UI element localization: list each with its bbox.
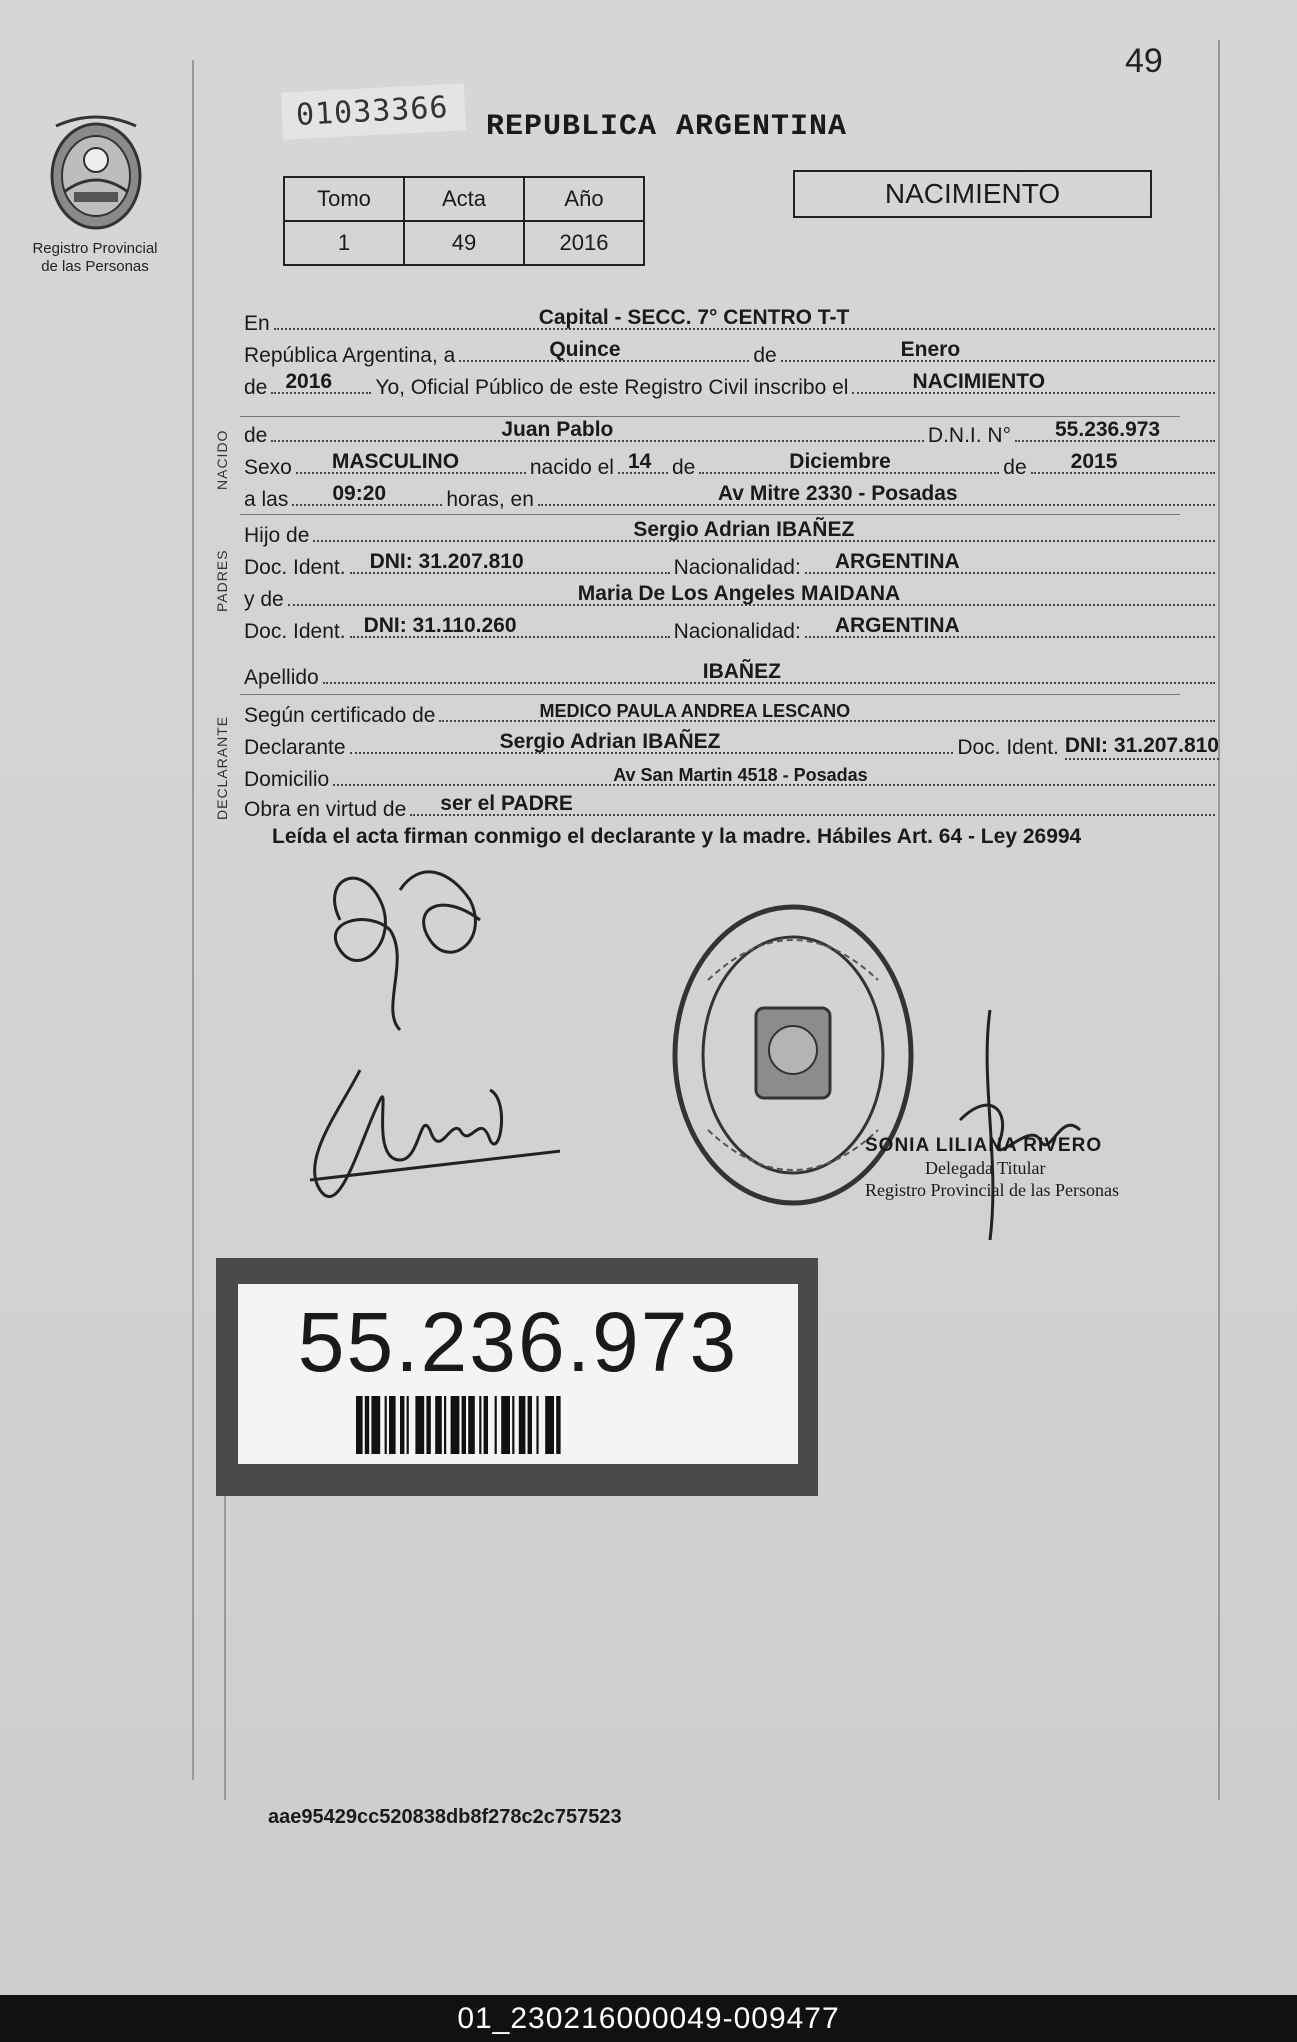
closing-statement: Leída el acta firman conmigo el declarante y la madre. Hábiles Art. 64 - Ley 26994 — [272, 825, 1082, 848]
record-table — [283, 176, 645, 266]
dni-label — [238, 1284, 798, 1464]
record-header-acta: Acta — [404, 177, 524, 221]
row-fecha — [244, 338, 1219, 368]
row-hora-lugar — [244, 482, 1219, 512]
emblem-caption-line1: Registro Provincial — [32, 240, 158, 257]
row-apellido — [244, 660, 1219, 690]
separator — [240, 694, 1180, 695]
record-table-value-row — [284, 221, 644, 265]
official-role: Delegada Titular — [925, 1158, 1046, 1178]
section-label-declarante: DECLARANTE — [214, 715, 230, 820]
label-de-nombre: de — [244, 424, 268, 447]
value-dni: 55.236.973 — [1055, 418, 1161, 441]
label-obra-en-virtud: Obra en virtud de — [244, 798, 407, 821]
label-de-anio: de — [244, 376, 268, 399]
row-obra — [244, 792, 1219, 822]
record-value-anio: 2016 — [524, 221, 644, 265]
separator — [240, 416, 1180, 417]
row-declarante — [244, 730, 1219, 760]
value-nac-anio: 2015 — [1070, 450, 1118, 473]
value-nombre: Juan Pablo — [501, 418, 614, 441]
label-en: En — [244, 312, 270, 335]
official-signature-icon — [920, 1000, 1100, 1260]
row-padre — [244, 518, 1219, 548]
value-anio: 2016 — [285, 370, 333, 393]
label-segun-certificado: Según certificado de — [244, 704, 436, 727]
label-yo-oficial: Yo, Oficial Público de este Registro Civil inscribo el — [375, 376, 849, 399]
row-madre — [244, 582, 1219, 612]
label-dni: D.N.I. N° — [927, 424, 1011, 447]
left-margin-line — [192, 60, 194, 1780]
value-apellido: IBAÑEZ — [702, 660, 781, 683]
label-a-las: a las — [244, 488, 289, 511]
label-de-mes: de — [753, 344, 777, 367]
value-padre-nac: ARGENTINA — [834, 550, 960, 573]
row-nombre — [244, 418, 1219, 448]
label-apellido: Apellido — [244, 666, 319, 689]
value-certificado: MEDICO PAULA ANDREA LESCANO — [539, 701, 851, 721]
value-madre-nac: ARGENTINA — [834, 614, 960, 637]
value-nac-mes: Diciembre — [789, 450, 891, 473]
row-domicilio — [244, 762, 1219, 792]
value-lugar-registro: Capital - SECC. 7° CENTRO T-T — [538, 306, 850, 329]
value-madre-doc: DNI: 31.110.260 — [363, 614, 517, 637]
declarant-signature-icon — [300, 860, 560, 1240]
label-doc-ident-padre: Doc. Ident. — [244, 556, 346, 579]
province-emblem-icon — [36, 108, 156, 238]
page-number: 49 — [1125, 42, 1163, 80]
serial-number: 01033366 — [281, 83, 466, 139]
label-doc-ident-declarante: Doc. Ident. — [957, 736, 1059, 759]
row-madre-doc — [244, 614, 1219, 644]
record-type-box: NACIMIENTO — [793, 170, 1152, 218]
record-header-anio: Año — [524, 177, 644, 221]
label-horas-en: horas, en — [446, 488, 534, 511]
barcode-icon — [356, 1396, 686, 1454]
value-madre: Maria De Los Angeles MAIDANA — [577, 582, 901, 605]
scan-footer-id: 01_230216000049-009477 — [0, 1995, 1297, 2042]
label-de-nac-anio: de — [1003, 456, 1027, 479]
label-domicilio: Domicilio — [244, 768, 330, 791]
value-dia: Quince — [549, 338, 621, 361]
row-anio — [244, 370, 1219, 400]
value-obra: ser el PADRE — [440, 792, 573, 815]
value-sexo: MASCULINO — [331, 450, 460, 473]
record-value-tomo: 1 — [284, 221, 404, 265]
label-declarante: Declarante — [244, 736, 346, 759]
dni-label-strip — [216, 1258, 818, 1496]
row-en — [244, 306, 1219, 336]
value-padre-doc: DNI: 31.207.810 — [369, 550, 524, 573]
value-nac-dia: 14 — [627, 450, 652, 473]
dni-label-number: 55.236.973 — [297, 1295, 739, 1389]
value-lugar-nacimiento: Av Mitre 2330 - Posadas — [717, 482, 958, 505]
document-hash: aae95429cc520838db8f278c2c757523 — [268, 1806, 622, 1828]
record-header-tomo: Tomo — [284, 177, 404, 221]
emblem-caption-line2: de las Personas — [41, 258, 149, 275]
record-table-header-row — [284, 177, 644, 221]
official-name: SONIA LILIANA RIVERO — [865, 1135, 1103, 1156]
row-sexo — [244, 450, 1219, 480]
value-domicilio: Av San Martin 4518 - Posadas — [613, 765, 868, 785]
label-doc-ident-madre: Doc. Ident. — [244, 620, 346, 643]
section-label-nacido: NACIDO — [214, 429, 230, 490]
row-padre-doc — [244, 550, 1219, 580]
right-margin-line — [1218, 40, 1220, 1800]
emblem-caption — [20, 240, 170, 276]
label-republica: República Argentina, a — [244, 344, 456, 367]
value-mes: Enero — [900, 338, 961, 361]
section-label-padres: PADRES — [214, 549, 230, 612]
value-hora: 09:20 — [332, 482, 387, 505]
label-nacido-el: nacido el — [529, 456, 614, 479]
official-office: Registro Provincial de las Personas — [865, 1180, 1119, 1200]
separator — [240, 514, 1180, 515]
record-value-acta: 49 — [404, 221, 524, 265]
row-certificado — [244, 698, 1219, 728]
value-padre: Sergio Adrian IBAÑEZ — [633, 518, 855, 541]
label-nacionalidad-madre: Nacionalidad: — [673, 620, 801, 643]
label-y-de: y de — [244, 588, 284, 611]
value-declarante: Sergio Adrian IBAÑEZ — [499, 730, 721, 753]
label-de-nac-mes: de — [671, 456, 696, 479]
label-sexo: Sexo — [244, 456, 292, 479]
value-declarante-doc: DNI: 31.207.810 — [1065, 734, 1219, 760]
official-signature-block — [865, 1135, 1119, 1201]
value-inscribo: NACIMIENTO — [912, 370, 1046, 393]
label-nacionalidad-padre: Nacionalidad: — [673, 556, 801, 579]
document-title: REPUBLICA ARGENTINA — [486, 110, 848, 144]
label-hijo-de: Hijo de — [244, 524, 310, 547]
